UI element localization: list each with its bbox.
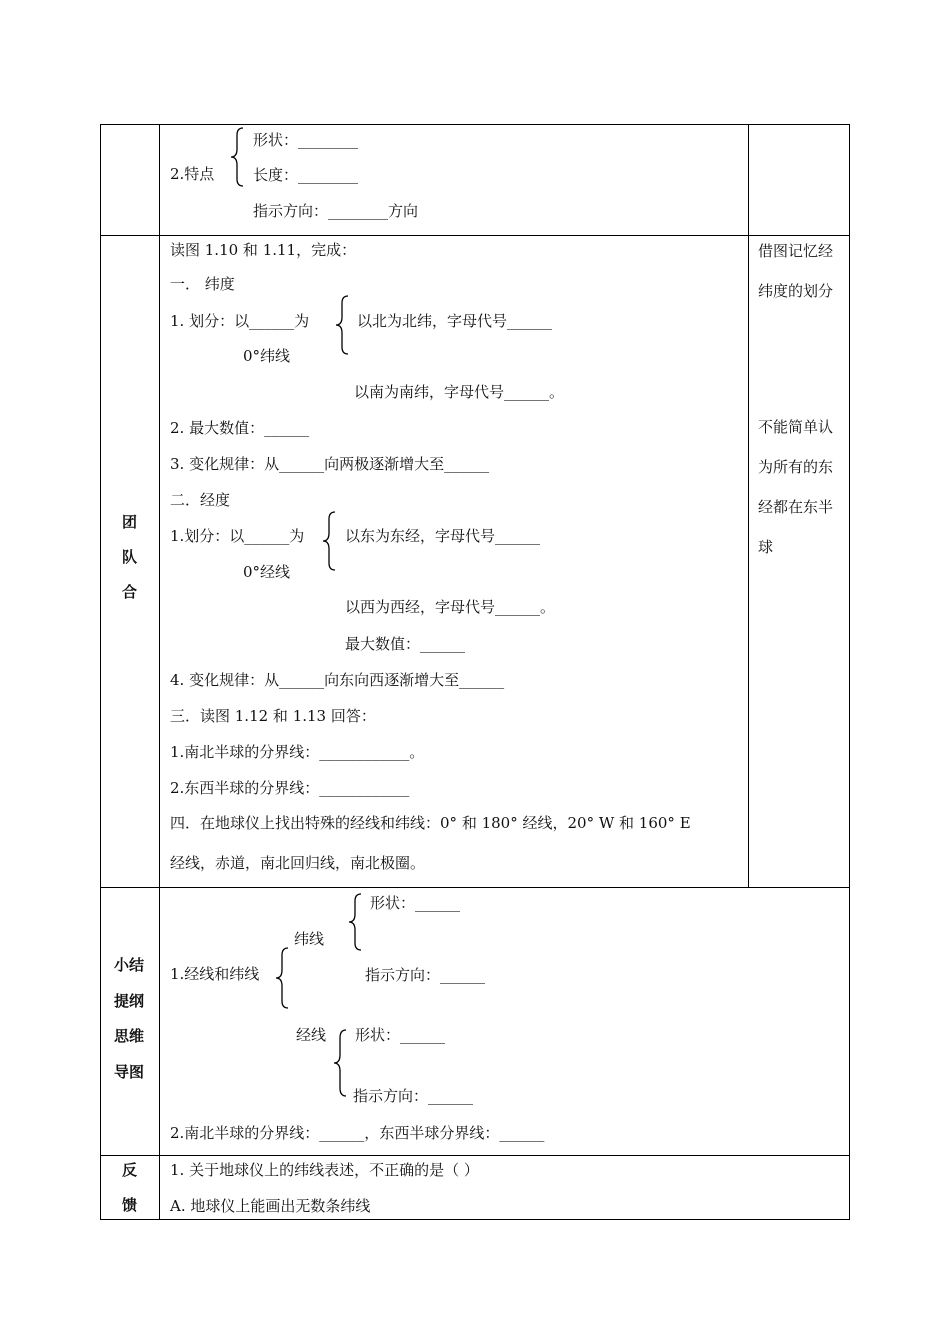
shape-field: 形状：________	[253, 131, 359, 149]
latitude-north: 以北为北纬，字母代号______	[357, 312, 553, 330]
row-divider	[100, 887, 850, 888]
summary-item-1: 1.经线和纬线	[170, 965, 260, 983]
column-divider	[748, 124, 749, 887]
option-a: A. 地球仪上能画出无数条纬线	[170, 1197, 371, 1215]
longitude-direction: 指示方向：______	[353, 1087, 474, 1105]
longitude-summary-brace	[332, 1028, 348, 1098]
longitude-rule: 4. 变化规律：从______向东向西逐渐增大至______	[170, 671, 505, 689]
latitude-direction: 指示方向：______	[365, 966, 486, 984]
note-line: 球	[758, 538, 774, 556]
longitude-shape: 形状：______	[355, 1026, 446, 1044]
table-left-border	[100, 124, 101, 1219]
ew-hemisphere-boundary: 2.东西半球的分界线：____________	[170, 779, 410, 797]
note-line: 纬度的划分	[758, 282, 834, 300]
note-line: 经都在东半	[758, 498, 834, 516]
longitude-division: 1.划分：以______为	[170, 527, 305, 545]
section-four-line2: 经线，赤道，南北回归线，南北极圈。	[170, 854, 426, 872]
row-label-char: 团	[122, 513, 138, 531]
row-label-char: 反	[122, 1161, 138, 1179]
ns-hemisphere-boundary: 1.南北半球的分界线：____________。	[170, 743, 425, 761]
column-divider	[159, 124, 160, 1219]
note-line: 不能简单认	[758, 418, 834, 436]
intro-text: 读图 1.10 和 1.11，完成：	[170, 241, 357, 259]
longitude-west: 以西为西经，字母代号______。	[345, 598, 556, 616]
direction-field: 指示方向：________方向	[253, 202, 419, 220]
longitude-brace	[321, 510, 337, 572]
latitude-max: 2. 最大数值：______	[170, 419, 310, 437]
row-label-line: 导图	[114, 1063, 145, 1081]
longitude-east: 以东为东经，字母代号______	[345, 527, 541, 545]
latitude-brace	[334, 294, 350, 356]
latitude-node: 纬线	[294, 930, 325, 948]
latitude-zero-line: 0°纬线	[243, 347, 291, 365]
table-right-border	[849, 124, 850, 1219]
row-label-line: 思维	[114, 1027, 145, 1045]
question-1: 1. 关于地球仪上的纬线表述，不正确的是（ ）	[170, 1161, 479, 1179]
longitude-node: 经线	[296, 1026, 327, 1044]
table-bottom-border	[100, 1219, 850, 1220]
section-four-line1: 四．在地球仪上找出特殊的经线和纬线：0° 和 180° 经线，20° W 和 160° E	[170, 814, 691, 832]
row-label-line: 小结	[114, 956, 145, 974]
longitude-zero-line: 0°经线	[243, 563, 291, 581]
row-divider	[100, 1155, 850, 1156]
latitude-rule: 3. 变化规律：从______向两极逐渐增大至______	[170, 455, 490, 473]
length-field: 长度：________	[253, 166, 359, 184]
feature-label: 2.特点	[170, 165, 215, 183]
longitude-title: 二．经度	[170, 491, 231, 509]
latitude-summary-brace	[347, 892, 363, 952]
note-line: 为所有的东	[758, 458, 834, 476]
latitude-title: 一． 纬度	[170, 275, 235, 293]
latitude-south: 以南为南纬，字母代号______。	[354, 383, 565, 401]
section-three-title: 三．读图 1.12 和 1.13 回答：	[170, 707, 376, 725]
summary-item-2: 2.南北半球的分界线：______，东西半球分界线：______	[170, 1124, 545, 1142]
longitude-max: 最大数值：______	[345, 635, 466, 653]
latitude-division: 1. 划分：以______为	[170, 312, 310, 330]
feature-brace	[229, 126, 245, 188]
summary-main-brace	[274, 946, 290, 1010]
row-divider	[100, 235, 850, 236]
row-label-char: 合	[122, 583, 138, 601]
note-line: 借图记忆经	[758, 242, 834, 260]
latitude-shape: 形状：______	[370, 894, 461, 912]
row-label-char: 馈	[122, 1196, 138, 1214]
row-label-line: 提纲	[114, 992, 145, 1010]
row-label-char: 队	[122, 548, 138, 566]
table-top-border	[100, 124, 850, 125]
